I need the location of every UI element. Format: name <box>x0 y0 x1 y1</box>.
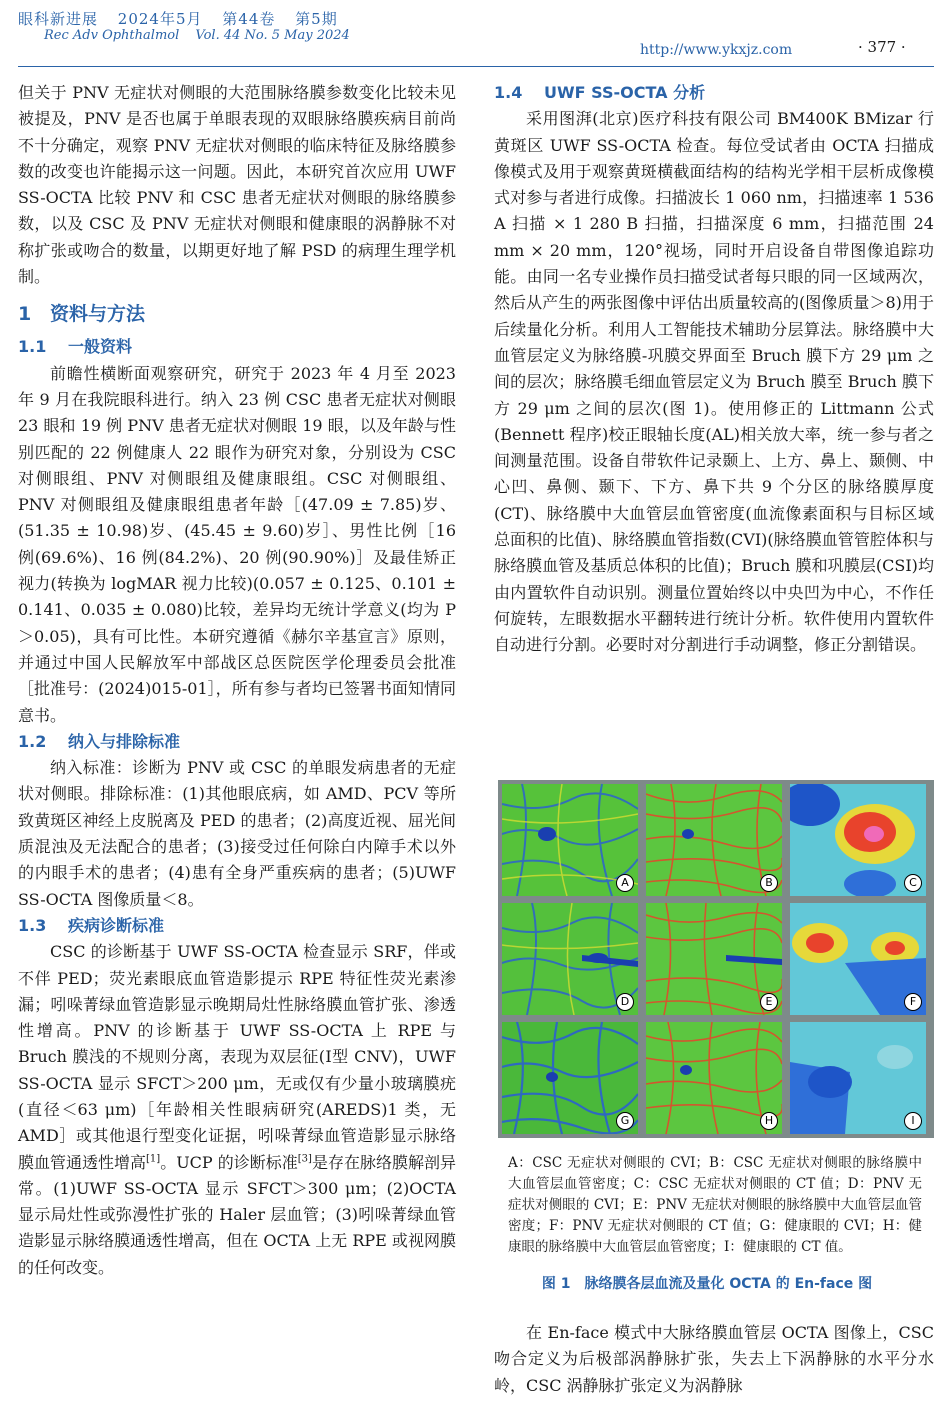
paragraph-criteria: 纳入标准：诊断为 PNV 或 CSC 的单眼发病患者的无症状对侧眼。排除标准：(1)其他眼底病，如 AMD、PCV 等所致黄斑区神经上皮脱离及 PED 的患者；(2)高度近视、屈光间质混浊及无法配合的患者；(3)接受过任何除白内障手术以外的内眼手术的患者；(4)患有全身严重疾病的患者；(5)UWF SS-OCTA 图像质量＜8。 <box>18 758 456 909</box>
page-number: · 377 · <box>858 38 906 56</box>
figure-panel-c <box>790 784 926 896</box>
figure-panel-f <box>790 903 926 1015</box>
figure-panel-d <box>502 903 638 1015</box>
diagnosis-text-a: CSC 的诊断基于 UWF SS-OCTA 检查显示 SRF，伴或不伴 PED；荧光素眼底血管造影提示 RPE 特征性荧光素渗漏；吲哚菁绿血管造影显示晚期局灶性脉络膜血管扩张、渗透性增高。PNV 的诊断基于 UWF SS-OCTA 上 RPE 与 Bruch 膜浅的不规则分离，表现为双层征(Ⅰ型 CNV)，UWF SS-OCTA 显示 SFCT＞200 μm，无或仅有少量小玻璃膜疣(直径＜63 μm)［年龄相关性眼病研究(AREDS)1 类，无 AMD］或其他退行型变化证据，吲哚菁绿血管造影显示脉络膜血管通透性增高 <box>18 942 456 1172</box>
journal-header <box>18 8 352 29</box>
section-number: 1 <box>18 303 32 326</box>
section-title: 资料与方法 <box>50 303 146 326</box>
subsection-title: 一般资料 <box>68 337 133 357</box>
figure-panel-h <box>646 1022 782 1134</box>
figure-1-octa-grid <box>498 780 934 1138</box>
subsection-heading-octa <box>494 80 934 106</box>
right-column <box>494 80 934 659</box>
panel-label: F <box>904 993 922 1011</box>
intro-paragraph: 但关于 PNV 无症状对侧眼的大范围脉络膜参数变化比较未见被提及，PNV 是否也属于单眼表现的双眼脉络膜疾病目前尚不十分确定，观察 PNV 无症状对侧眼的临床特征及脉络膜参数的改变也许能揭示这一问题。因此，本研究首次应用 UWF SS-OCTA 比较 PNV 和 CSC 患者无症状对侧眼的脉络膜参数，以及 CSC 及 PNV 无症状对侧眼和健康眼的涡静脉不对称扩张或吻合的数量，以期更好地了解 PSD 的病理生理学机制。 <box>18 83 456 287</box>
diagnosis-text-b: 。UCP 的诊断标准 <box>160 1152 298 1172</box>
paragraph-diagnosis <box>18 939 456 1281</box>
figure-panel-i <box>790 1022 926 1134</box>
figure-number: 图 1 <box>541 1276 571 1292</box>
journal-name-en: Rec Adv Ophthalmol <box>44 28 180 43</box>
paragraph-enface: 在 En-face 模式中大脉络膜血管层 OCTA 图像上，CSC 吻合定义为后极部涡静脉扩张，失去上下涡静脉的水平分水岭，CSC 涡静脉扩张定义为涡静脉 <box>494 1323 934 1395</box>
panel-label: G <box>616 1112 634 1130</box>
subsection-title: 纳入与排除标准 <box>68 731 181 751</box>
subsection-title: 疾病诊断标准 <box>68 915 165 935</box>
figure-panel-e <box>646 903 782 1015</box>
right-column-continued <box>494 1320 934 1399</box>
issue-date-cn: 2024年5月 <box>117 10 203 28</box>
paragraph-general-data: 前瞻性横断面观察研究，研究于 2023 年 4 月至 2023 年 9 月在我院眼科进行。纳入 23 例 CSC 患者无症状对侧眼 23 眼和 19 例 PNV 患者无症状对侧眼 19 眼，以及年龄与性别匹配的 22 例健康人 22 眼作为研究对象，分别设为 CSC 对侧眼组、PNV 对侧眼组及健康眼组。CSC 对侧眼组、PNV 对侧眼组及健康眼组患者年龄［(47.09 ± 7.85)岁、(51.35 ± 10.98)岁、(45.45 ± 9.60)岁］、男性比例［16 例(69.6%)、16 例(84.2%)、20 例(90.90%)］及最佳矫正视力(转换为 logMAR 视力比较)(0.057 ± 0.125、0.101 ± 0.141、0.035 ± 0.080)比较，差异均无统计学意义(均为 P＞0.05)，具有可比性。本研究遵循《赫尔辛基宣言》原则，并通过中国人民解放军中部战区总医院医学伦理委员会批准［批准号：(2024)015-01］，所有参与者均已签署书面知情同意书。 <box>18 363 456 725</box>
subsection-heading-general <box>18 334 456 360</box>
subsection-number: 1.3 <box>18 915 47 935</box>
subsection-title: UWF SS-OCTA 分析 <box>544 83 706 102</box>
left-column <box>18 80 456 1281</box>
figure-panel-g <box>502 1022 638 1134</box>
figure-panel-a <box>502 784 638 896</box>
citation-ref-3[interactable]: [3] <box>297 1153 312 1165</box>
issue-cn: 第5期 <box>295 10 338 28</box>
paragraph-octa-analysis: 采用图湃(北京)医疗科技有限公司 BM400K BMizar 行黄斑区 UWF SS-OCTA 检查。每位受试者由 OCTA 扫描成像模式及用于观察黄斑横截面结构的结构光学相干层析成像模式对参与者进行成像。扫描波长 1 060 nm，扫描速率 1 536 A 扫描 × 1 280 B 扫描，扫描深度 6 mm，扫描范围 24 mm × 20 mm，120°视场，同时开启设备自带图像追踪功能。由同一名专业操作员扫描受试者每只眼的同一区域两次，然后从产生的两张图像中评估出质量较高的(图像质量＞8)用于后续量化分析。利用人工智能技术辅助分层算法。脉络膜中大血管层定义为脉络膜-巩膜交界面至 Bruch 膜下方 29 μm 之间的层次；脉络膜毛细血管层定义为 Bruch 膜至 Bruch 膜下方 29 μm 之间的层次(图 1)。使用修正的 Littmann 公式(Bennett 程序)校正眼轴长度(AL)相关放大率，统一参与者之间测量范围。设备自带软件记录颞上、上方、鼻上、颞侧、中心凹、鼻侧、颞下、下方、鼻下共 9 个分区的脉络膜厚度(CT)、脉络膜中大血管层血管密度(血流像素面积与目标区域总面积的比值)、脉络膜血管指数(CVI)(脉络膜血管管腔体积与脉络膜血管及基质总体积的比值)；Bruch 膜和巩膜层(CSI)均由内置软件自动识别。测量位置始终以中央凹为中心，不作任何旋转，左眼数据水平翻转进行统计分析。软件使用内置软件自动进行分割。必要时对分割进行手动调整，修正分割错误。 <box>494 109 934 655</box>
panel-label: B <box>760 874 778 892</box>
section-heading-methods <box>18 300 456 328</box>
panel-label: D <box>616 993 634 1011</box>
figure-title <box>494 1273 934 1293</box>
subsection-number: 1.4 <box>494 83 523 102</box>
citation-ref-1[interactable]: [1] <box>146 1153 161 1165</box>
panel-label: I <box>904 1112 922 1130</box>
journal-name-cn: 眼科新进展 <box>18 10 99 28</box>
panel-label: E <box>760 993 778 1011</box>
panel-label: H <box>760 1112 778 1130</box>
volume-cn: 第44卷 <box>222 10 276 28</box>
figure-title-text: 脉络膜各层血流及量化 OCTA 的 En-face 图 <box>584 1276 873 1292</box>
panel-label: A <box>616 874 634 892</box>
volume-en: Vol. 44 No. 5 May 2024 <box>195 28 350 43</box>
diagnosis-text-c: 是存在脉络膜解剖异常。(1)UWF SS-OCTA 显示 SFCT＞300 μm；(2)OCTA 显示局灶性或弥漫性扩张的 Haler 层血管；(3)吲哚菁绿血管造影显示脉络膜通透性增高，但在 OCTA 上无 RPE 或视网膜的任何改变。 <box>18 1152 456 1277</box>
subsection-number: 1.2 <box>18 731 47 751</box>
journal-header-en <box>44 28 362 43</box>
header-divider <box>18 66 934 67</box>
figure-panel-b <box>646 784 782 896</box>
figure-caption: A：CSC 无症状对侧眼的 CVI；B：CSC 无症状对侧眼的脉络膜中大血管层血管密度；C：CSC 无症状对侧眼的 CT 值；D：PNV 无症状对侧眼的 CVI；E：PNV 无症状对侧眼的脉络膜中大血管层血管密度；F：PNV 无症状对侧眼的 CT 值；G：健康眼的 CVI；H：健康眼的脉络膜中大血管层血管密度；I：健康眼的 CT 值。 <box>508 1155 922 1255</box>
subsection-number: 1.1 <box>18 337 47 357</box>
subsection-heading-criteria <box>18 729 456 755</box>
subsection-heading-diagnosis <box>18 913 456 939</box>
journal-url-link[interactable]: http://www.ykxjz.com <box>640 42 793 58</box>
panel-label: C <box>904 874 922 892</box>
